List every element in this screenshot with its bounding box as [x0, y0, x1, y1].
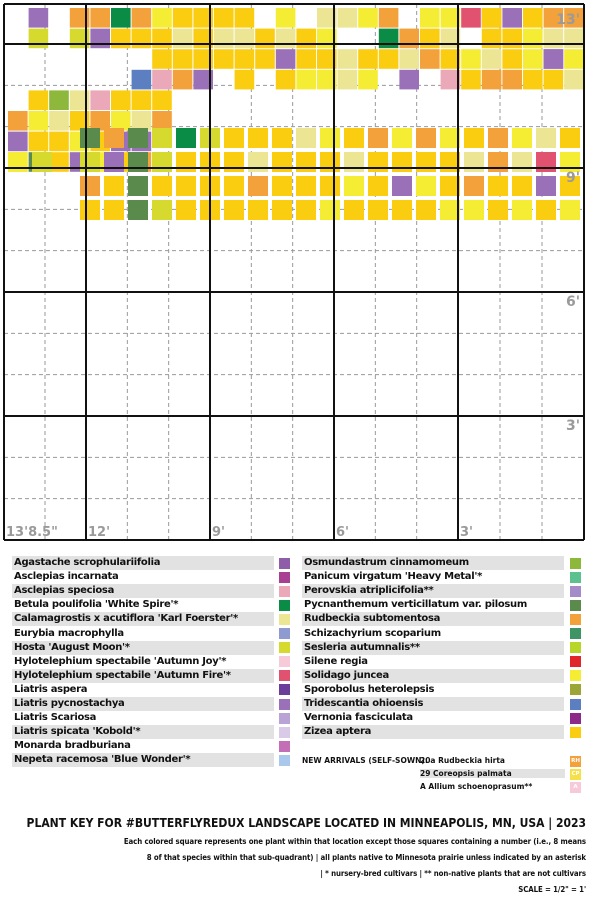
plant-square	[461, 70, 481, 90]
plant-square	[248, 128, 268, 148]
plant-square	[173, 8, 193, 28]
plant-square	[104, 176, 124, 196]
plant-square	[482, 29, 502, 49]
plant-square	[488, 200, 508, 220]
legend-entry: Solidago juncea	[302, 669, 564, 683]
plant-square	[29, 29, 49, 49]
legend-entry: Schizachyrium scoparium	[304, 627, 441, 639]
plant-square	[502, 29, 522, 49]
plant-square	[255, 29, 275, 49]
row-label: 13'	[556, 12, 580, 28]
plant-square	[8, 132, 28, 152]
plant-square	[523, 70, 543, 90]
plant-square	[132, 111, 152, 131]
plant-square	[320, 200, 340, 220]
plant-square	[296, 128, 316, 148]
column-label: 12'	[88, 525, 111, 540]
legend-entry: Monarda bradburiana	[14, 740, 131, 752]
legend-swatch	[570, 586, 581, 597]
legend-swatch	[570, 614, 581, 625]
legend-entry: Liatris aspera	[14, 683, 88, 695]
plant-square	[214, 49, 234, 69]
plant-square	[90, 29, 110, 49]
scale-note: SCALE = 1/2" = 1'	[518, 885, 586, 894]
plant-square	[544, 70, 564, 90]
plant-square	[8, 111, 28, 131]
new-arrival-entry: 29 Coreopsis palmata	[420, 769, 565, 778]
plant-square	[104, 128, 124, 148]
plant-square	[379, 8, 399, 28]
row-label: 6'	[565, 294, 580, 310]
plant-square	[272, 176, 292, 196]
legend-entry: Hylotelephium spectabile 'Autumn Joy'*	[14, 655, 227, 667]
plant-square	[368, 200, 388, 220]
plant-square	[152, 176, 172, 196]
plant-square	[416, 176, 436, 196]
plant-square	[416, 128, 436, 148]
legend-entry: Liatris pycnostachya	[12, 697, 274, 711]
plant-square	[296, 70, 316, 90]
plant-square	[152, 29, 172, 49]
plant-square	[276, 49, 296, 69]
plant-square	[564, 70, 584, 90]
legend-entry: Sesleria autumnalis**	[302, 641, 564, 655]
legend-entry: Rudbeckia subtomentosa	[302, 612, 564, 626]
plant-square	[152, 90, 172, 110]
plant-square	[502, 8, 522, 28]
legend-entry: Osmundastrum cinnamomeum	[302, 556, 564, 570]
plant-square	[128, 128, 148, 148]
plant-square	[358, 70, 378, 90]
plant-square	[544, 29, 564, 49]
plant-square	[338, 8, 358, 28]
plant-square	[29, 132, 49, 152]
plant-square	[338, 49, 358, 69]
legend-entry: Hosta 'August Moon'*	[12, 641, 274, 655]
legend-entry: Calamagrostis x acutiflora 'Karl Foerster'*	[12, 612, 274, 626]
plant-square	[512, 176, 532, 196]
plant-square	[111, 90, 131, 110]
plant-square	[152, 8, 172, 28]
plant-square	[344, 176, 364, 196]
legend-entry: Liatris Scariosa	[14, 712, 97, 724]
plant-square	[276, 29, 296, 49]
plant-square	[224, 128, 244, 148]
plant-square	[235, 70, 255, 90]
plant-square	[224, 176, 244, 196]
plant-square	[132, 29, 152, 49]
legend-entry: Silene regia	[304, 655, 368, 667]
legend-swatch	[570, 628, 581, 639]
plant-square	[29, 90, 49, 110]
plant-square	[464, 200, 484, 220]
plant-square	[536, 176, 556, 196]
plant-square	[464, 128, 484, 148]
plant-square	[235, 49, 255, 69]
plant-square	[296, 49, 316, 69]
plant-square	[392, 128, 412, 148]
plant-square	[173, 49, 193, 69]
legend-swatch	[279, 586, 290, 597]
plant-square	[368, 128, 388, 148]
plant-square	[111, 8, 131, 28]
plant-square	[248, 200, 268, 220]
legend-entry: Vernonia fasciculata	[304, 712, 413, 724]
plant-square	[128, 200, 148, 220]
legend-entry: Hylotelephium spectabile 'Autumn Fire'*	[12, 669, 274, 683]
plant-square	[152, 70, 172, 90]
footer-description-3: | * nursery-bred cultivars | ** non-native plants that are not cultivars	[320, 869, 586, 878]
plant-square	[214, 8, 234, 28]
legend-swatch	[279, 670, 290, 681]
plant-square	[523, 8, 543, 28]
legend-swatch	[279, 684, 290, 695]
legend-swatch	[279, 642, 290, 653]
plant-square	[49, 90, 69, 110]
plant-square	[255, 49, 275, 69]
legend-swatch	[279, 713, 290, 724]
plant-square	[523, 49, 543, 69]
plant-square	[461, 49, 481, 69]
legend-swatch	[570, 670, 581, 681]
footer-description-1: Each colored square represents one plant within that location except those squares containing a number (i.e., 8 means	[123, 837, 586, 846]
legend-swatch	[570, 558, 581, 569]
legend-entry: Sporobolus heterolepsis	[304, 683, 435, 695]
legend-entry: Asclepias incarnata	[14, 571, 119, 583]
plant-square	[276, 8, 296, 28]
legend-swatch	[570, 699, 581, 710]
plant-square	[482, 8, 502, 28]
legend-entry: Nepeta racemosa 'Blue Wonder'*	[12, 753, 274, 767]
plant-square	[296, 29, 316, 49]
plant-square	[416, 200, 436, 220]
plant-square	[248, 176, 268, 196]
plant-square	[176, 176, 196, 196]
new-arrival-badge: RH	[570, 756, 581, 767]
plant-square	[29, 111, 49, 131]
legend-swatch	[570, 727, 581, 738]
plant-square	[344, 128, 364, 148]
legend-swatch	[570, 600, 581, 611]
plant-square	[132, 8, 152, 28]
plant-square	[338, 70, 358, 90]
column-label: 9'	[212, 525, 226, 540]
legend-swatch	[570, 656, 581, 667]
legend-entry: Agastache scrophulariifolia	[12, 556, 274, 570]
plant-square	[296, 200, 316, 220]
plant-square	[224, 200, 244, 220]
plant-square	[132, 70, 152, 90]
legend-entry: Pycnanthemum verticillatum var. pilosum	[304, 599, 527, 611]
plant-square	[80, 200, 100, 220]
plant-square	[276, 70, 296, 90]
plant-square	[320, 128, 340, 148]
plant-key-title: PLANT KEY FOR #BUTTERFLYREDUX LANDSCAPE LOCATED IN MINNEAPOLIS, MN, USA | 2023	[26, 816, 586, 830]
column-label: 6'	[336, 525, 350, 540]
plant-square	[49, 111, 69, 131]
plant-square	[464, 176, 484, 196]
column-label: 3'	[460, 525, 474, 540]
plant-square	[152, 200, 172, 220]
plant-square	[111, 111, 131, 131]
plant-square	[488, 176, 508, 196]
legend-swatch	[279, 572, 290, 583]
plant-square	[482, 70, 502, 90]
new-arrival-entry: A Allium schoenoprasum**	[420, 782, 533, 791]
plant-square	[379, 29, 399, 49]
legend-swatch	[279, 741, 290, 752]
legend-swatch	[570, 713, 581, 724]
plant-square	[235, 8, 255, 28]
legend-swatch	[570, 642, 581, 653]
plant-square	[173, 70, 193, 90]
legend-entry: Asclepias speciosa	[12, 584, 274, 598]
legend-swatch	[279, 727, 290, 738]
plant-square	[523, 29, 543, 49]
legend-entry: Perovskia atriplicifolia**	[302, 584, 564, 598]
plant-square	[399, 29, 419, 49]
plant-square	[235, 29, 255, 49]
legend-swatch	[570, 684, 581, 695]
row-label: 9'	[565, 170, 580, 186]
plant-square	[536, 128, 556, 148]
legend-entry: Panicum virgatum 'Heavy Metal'*	[304, 571, 483, 583]
plant-square	[368, 176, 388, 196]
plant-square	[420, 49, 440, 69]
plant-square	[152, 111, 172, 131]
plant-square	[420, 8, 440, 28]
plant-square	[488, 128, 508, 148]
legend-entry: Tridescantia ohioensis	[302, 697, 564, 711]
plant-square	[111, 29, 131, 49]
plant-square	[173, 29, 193, 49]
new-arrival-badge: A	[570, 782, 581, 793]
plant-square	[272, 128, 292, 148]
plant-square	[358, 49, 378, 69]
plant-square	[564, 29, 584, 49]
plant-square	[358, 8, 378, 28]
plant-square	[272, 200, 292, 220]
plant-square	[152, 128, 172, 148]
legend-swatch	[279, 628, 290, 639]
legend-swatch	[279, 656, 290, 667]
legend-swatch	[279, 699, 290, 710]
new-arrivals-heading: NEW ARRIVALS (SELF-SOWN):	[302, 756, 428, 765]
plant-square	[482, 49, 502, 69]
plant-square	[399, 70, 419, 90]
legend-entry: Zizea aptera	[302, 725, 564, 739]
plant-square	[536, 200, 556, 220]
legend-entry: Liatris spicata 'Kobold'*	[12, 725, 274, 739]
plant-square	[392, 200, 412, 220]
legend-swatch	[279, 600, 290, 611]
plant-square	[379, 49, 399, 69]
legend-swatch	[279, 614, 290, 625]
plant-square	[29, 8, 49, 28]
plant-square	[132, 90, 152, 110]
plant-square	[176, 200, 196, 220]
plant-square	[512, 128, 532, 148]
plant-square	[461, 8, 481, 28]
row-label: 3'	[565, 418, 580, 434]
footer-description-2: 8 of that species within that sub-quadrant) | all plants native to Minnesota prairie unless indicated by an asterisk	[146, 853, 586, 862]
plant-square	[320, 176, 340, 196]
plant-square	[104, 200, 124, 220]
plant-square	[90, 8, 110, 28]
plant-square	[80, 176, 100, 196]
plant-square	[512, 200, 532, 220]
plant-square	[296, 176, 316, 196]
plant-square	[502, 70, 522, 90]
plant-square	[392, 176, 412, 196]
plant-square	[214, 29, 234, 49]
plant-square	[399, 49, 419, 69]
plant-square	[128, 176, 148, 196]
plant-square	[420, 29, 440, 49]
new-arrival-badge: CP	[570, 769, 581, 780]
plant-square	[560, 128, 580, 148]
plant-square	[152, 49, 172, 69]
plant-square	[560, 200, 580, 220]
plant-square	[90, 90, 110, 110]
plant-square	[544, 49, 564, 69]
plant-square	[564, 49, 584, 69]
plant-square	[49, 132, 69, 152]
plant-square	[90, 111, 110, 131]
legend-swatch	[570, 572, 581, 583]
column-label: 13'8.5"	[6, 525, 58, 540]
new-arrival-entry: 20a Rudbeckia hirta	[420, 756, 505, 765]
plant-square	[176, 128, 196, 148]
plant-square	[80, 128, 100, 148]
plant-square	[344, 200, 364, 220]
legend-swatch	[279, 755, 290, 766]
legend-entry: Betula poulifolia 'White Spire'*	[14, 599, 179, 611]
legend-swatch	[279, 558, 290, 569]
legend-entry: Eurybia macrophylla	[14, 627, 124, 639]
plant-square	[502, 49, 522, 69]
